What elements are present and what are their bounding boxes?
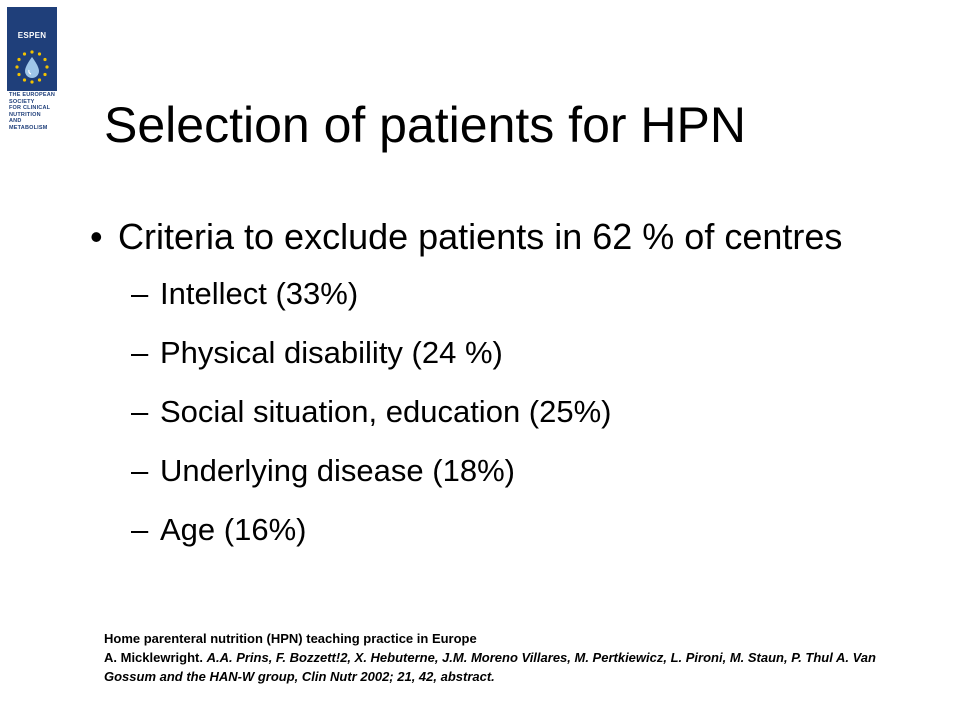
sub-bullet-item — [90, 393, 910, 430]
main-bullet — [90, 215, 910, 259]
bullet-marker: • — [90, 216, 103, 257]
dash-marker: – — [131, 276, 149, 311]
sub-bullet-text: Social situation, education (25%) — [160, 394, 612, 429]
reference-first-author: A. Micklewright. — [104, 650, 207, 665]
sub-bullet-text: Underlying disease (18%) — [160, 453, 515, 488]
sub-bullet-list — [90, 275, 910, 548]
sub-bullet-text: Physical disability (24 %) — [160, 335, 503, 370]
logo-wordmark: ESPEN — [17, 31, 47, 40]
dash-marker: – — [131, 512, 149, 547]
sub-bullet-item — [90, 275, 910, 312]
slide-title: Selection of patients for HPN — [104, 97, 746, 153]
sub-bullet-item — [90, 452, 910, 489]
sub-bullet-item — [90, 511, 910, 548]
reference-title: Home parenteral nutrition (HPN) teaching practice in Europe — [104, 631, 477, 646]
bullet-content — [90, 215, 910, 570]
droplet-stars-icon — [12, 48, 52, 88]
sub-bullet-text: Intellect (33%) — [160, 276, 359, 311]
sub-bullet-text: Age (16%) — [160, 512, 307, 547]
dash-marker: – — [131, 394, 149, 429]
dash-marker: – — [131, 335, 149, 370]
dash-marker: – — [131, 453, 149, 488]
reference-authors — [104, 648, 924, 686]
logo-caption: THE EUROPEAN SOCIETY FOR CLINICAL NUTRITION AND METABOLISM — [9, 92, 56, 131]
espen-logo — [7, 7, 57, 91]
reference-citation — [104, 629, 924, 686]
reference-co-authors: A.A. Prins, F. Bozzett!2, X. Hebuterne, J.M. Moreno Villares, M. Pertkiewicz, L. Pironi, M. Staun, P. Thul A. Van Gossum and the HAN-W group, Clin Nutr 2002; 21, 42, abstract. — [104, 650, 876, 684]
main-bullet-text: Criteria to exclude patients in 62 % of centres — [118, 216, 843, 257]
sub-bullet-item — [90, 334, 910, 371]
